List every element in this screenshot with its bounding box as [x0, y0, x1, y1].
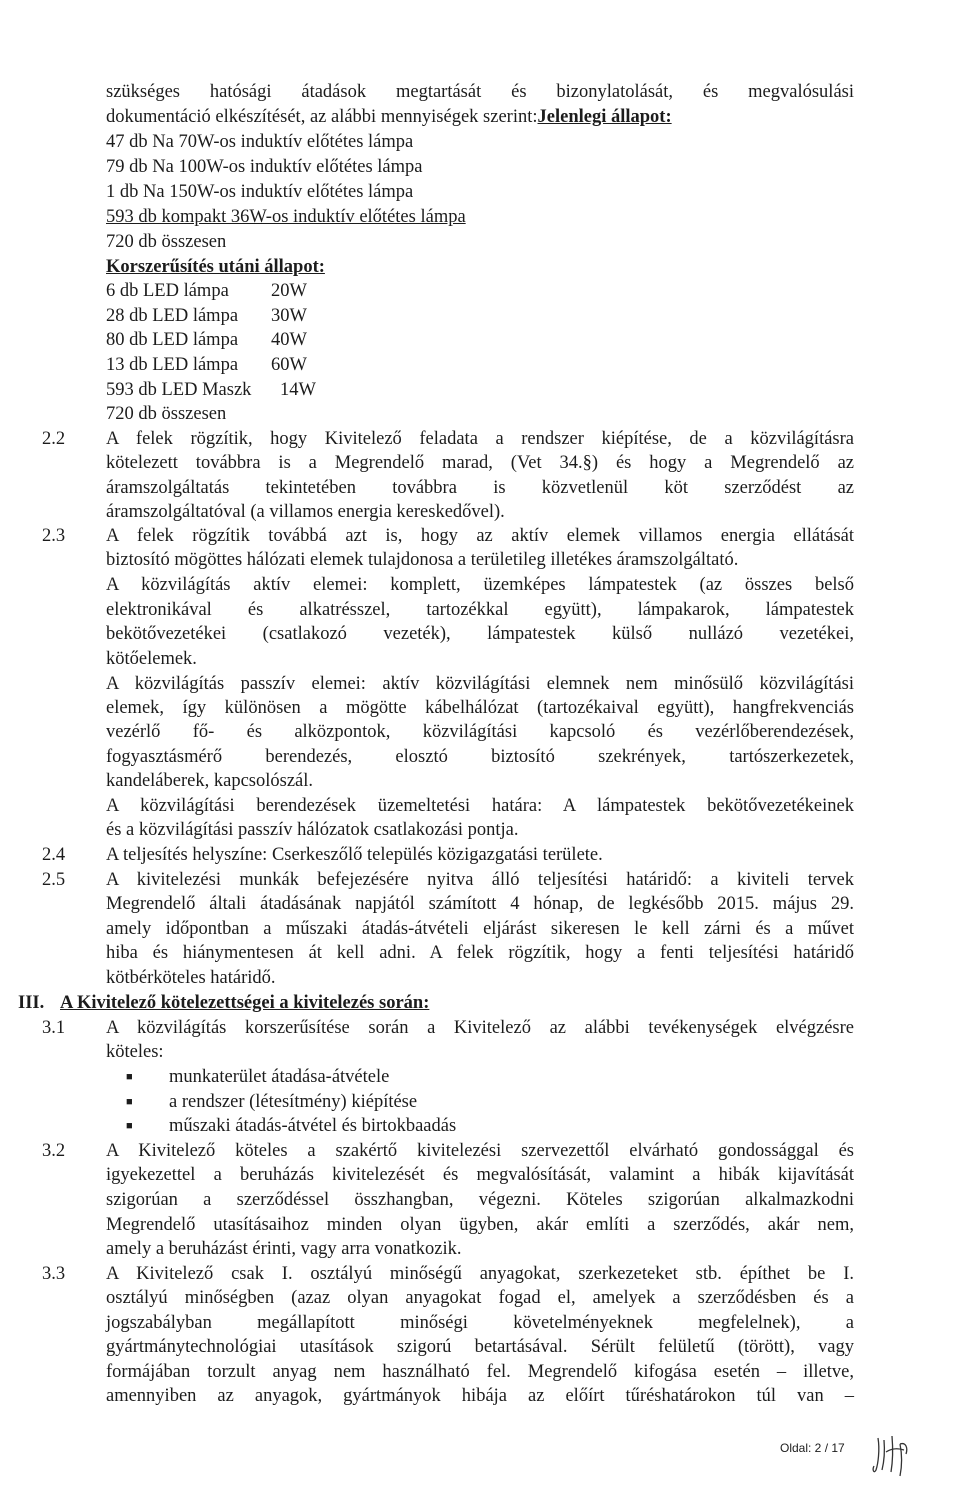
current-item: 1 db Na 150W-os induktív előtétes lámpa: [106, 182, 414, 202]
paragraph-line: formájában torzult anyag nem használható fel. Megrendelő kifogása esetén – illetve,: [106, 1362, 854, 1382]
chapter-number: III.: [18, 993, 45, 1013]
paragraph-line: amennyiben az anyagok, gyártmányok hibája az előírt tűréshatárokon túl van –: [106, 1386, 854, 1406]
page-number: Oldal: 2 / 17: [780, 1441, 845, 1455]
list-item: a rendszer (létesítmény) kiépítése: [169, 1092, 418, 1112]
paragraph-line: bekötővezetékei (csatlakozó vezeték), lámpatestek külső nullázó vezetékei,: [106, 624, 854, 644]
section-number: 2.4: [42, 845, 66, 865]
list-item: műszaki átadás-átvétel és birtokbaadás: [169, 1116, 457, 1136]
list-item: munkaterület átadása-átvétele: [169, 1067, 390, 1087]
led-power: 30W: [271, 306, 307, 326]
paragraph-line: köteles:: [106, 1042, 164, 1062]
paragraph-line: szigorúan a szerződéssel összhangban, végezni. Köteles szigorúan alkalmazkodni: [106, 1190, 854, 1210]
paragraph-line: A közvilágítási berendezések üzemeltetési határa: A lámpatestek bekötővezetékeinek: [106, 796, 854, 816]
led-power: 20W: [271, 281, 307, 301]
bullet-icon: ■: [126, 1096, 133, 1108]
paragraph-line: A Kivitelező köteles a szakértő kivitelezési szervezettől elvárható gondossággal és: [106, 1141, 854, 1161]
intro-line: szükséges hatósági átadások megtartását és bizonylatolását, és megvalósulási: [106, 82, 854, 102]
paragraph-line: kandeláberek, kapcsolószál.: [106, 771, 314, 791]
led-qty: 28 db LED lámpa: [106, 306, 239, 326]
paragraph-line: amely időpontban a műszaki átadás-átvételi eljárást sikeresen le kell zárni és a művet: [106, 919, 854, 939]
paragraph-line: A Kivitelező csak I. osztályú minőségű anyagokat, szerkezeteket stb. építhet be I.: [106, 1264, 854, 1284]
paragraph-line: elemek, így különösen a mögötte kábelhálózat (tartozékaival együtt), hangfrekvenciás: [106, 698, 854, 718]
bullet-icon: ■: [126, 1071, 133, 1083]
paragraph-line: hiba és hiánymentesen át kell adni. A felek rögzítik, hogy a fenti teljesítési határidő: [106, 943, 854, 963]
led-item: [106, 353, 307, 378]
paragraph-line: Megrendelő utasításaihoz minden olyan ügyben, akár említi a szerződés, akár nem,: [106, 1215, 854, 1235]
paragraph-line: osztályú minőségben (azaz olyan anyagokat fogad el, amelyek a szerződésben és a: [106, 1288, 854, 1308]
led-item: [106, 279, 307, 304]
section-number: 2.3: [42, 526, 66, 546]
section-number: 3.1: [42, 1018, 66, 1038]
led-power: 60W: [271, 355, 307, 375]
current-item: 47 db Na 70W-os induktív előtétes lámpa: [106, 132, 414, 152]
led-qty: 80 db LED lámpa: [106, 330, 239, 350]
intro-text: dokumentáció elkészítését, az alábbi mennyiségek szerint:: [106, 107, 538, 127]
section-number: 2.5: [42, 870, 66, 890]
paragraph-line: A teljesítés helyszíne: Cserkeszőlő település közigazgatási területe.: [106, 845, 603, 865]
section-number: 3.2: [42, 1141, 66, 1161]
paragraph-line: A felek rögzítik továbbá azt is, hogy az aktív elemek villamos energia ellátását: [106, 526, 854, 546]
paragraph-line: gyártmánytechnológiai utasítások szigorú betartásával. Sérült felületű (törött), vagy: [106, 1337, 854, 1357]
paragraph-line: A közvilágítás aktív elemei: komplett, üzemképes lámpatestek (az összes belső: [106, 575, 854, 595]
paragraph-line: kötőelemek.: [106, 649, 197, 669]
led-qty: 593 db LED Maszk: [106, 380, 252, 400]
paragraph-line: amely a beruházást érinti, vagy arra vonatkozik.: [106, 1239, 462, 1259]
signature-initials: [870, 1430, 920, 1480]
bullet-icon: ■: [126, 1120, 133, 1132]
paragraph-line: A közvilágítás passzív elemei: aktív közvilágítási elemnek nem minősülő közvilágítási: [106, 674, 854, 694]
paragraph-line: A közvilágítás korszerűsítése során a Kivitelező az alábbi tevékenységek elvégzésre: [106, 1018, 854, 1038]
current-total: 720 db összesen: [106, 232, 227, 252]
paragraph-line: és a közvilágítási passzív hálózatok csatlakozási pontja.: [106, 820, 519, 840]
paragraph-line: kötelezett továbbra is a Megrendelő marad, (Vet 34.§) és hogy a Megrendelő az: [106, 453, 854, 473]
paragraph-line: A felek rögzítik, hogy Kivitelező feladata a rendszer kiépítése, de a közvilágításra: [106, 429, 854, 449]
paragraph-line: Megrendelő általi átadásának napjától számított 4 hónap, de legkésőbb 2015. május 29.: [106, 894, 854, 914]
led-item: [106, 328, 307, 353]
paragraph-line: kötbérköteles határidő.: [106, 968, 276, 988]
paragraph-line: áramszolgáltatóval (a villamos energia kereskedővel).: [106, 502, 505, 522]
paragraph-line: igyekezettel a beruházás kivitelezését és megvalósítását, valamint a hibák kijavítását: [106, 1165, 854, 1185]
paragraph-line: áramszolgáltatás tekintetében továbbra is közvetlenül köt szerződést az: [106, 478, 854, 498]
current-item: 593 db kompakt 36W-os induktív előtétes lámpa: [106, 207, 466, 227]
paragraph-line: vezérlő fő- és alközpontok, közvilágítási kapcsoló és vezérlőberendezések,: [106, 722, 854, 742]
paragraph-line: biztosító mögöttes hálózati elemek tulajdonosa a területileg illetékes áramszolgáltató.: [106, 550, 739, 570]
after-total: 720 db összesen: [106, 404, 227, 424]
chapter-title: A Kivitelező kötelezettségei a kivitelezés során:: [60, 993, 430, 1013]
led-power: 14W: [280, 380, 316, 400]
led-qty: 13 db LED lámpa: [106, 355, 239, 375]
paragraph-line: elektronikával és alkatrésszel, tartozékkal együtt), lámpakarok, lámpatestek: [106, 600, 854, 620]
paragraph-line: fogyasztásmérő berendezés, elosztó biztosító szekrények, tartószerkezetek,: [106, 747, 854, 767]
section-number: 3.3: [42, 1264, 66, 1284]
led-item: [106, 378, 316, 403]
current-item: 79 db Na 100W-os induktív előtétes lámpa: [106, 157, 423, 177]
led-power: 40W: [271, 330, 307, 350]
intro-line: [106, 105, 672, 130]
paragraph-line: A kivitelezési munkák befejezésére nyitva álló teljesítési határidő: a kiviteli tervek: [106, 870, 854, 890]
after-state-heading: Korszerűsítés utáni állapot:: [106, 257, 325, 277]
section-number: 2.2: [42, 429, 66, 449]
led-item: [106, 304, 307, 329]
paragraph-line: jogszabályban megállapított minőségi követelményeknek megfelelnek), a: [106, 1313, 854, 1333]
led-qty: 6 db LED lámpa: [106, 281, 229, 301]
current-state-heading: Jelenlegi állapot:: [537, 107, 672, 127]
